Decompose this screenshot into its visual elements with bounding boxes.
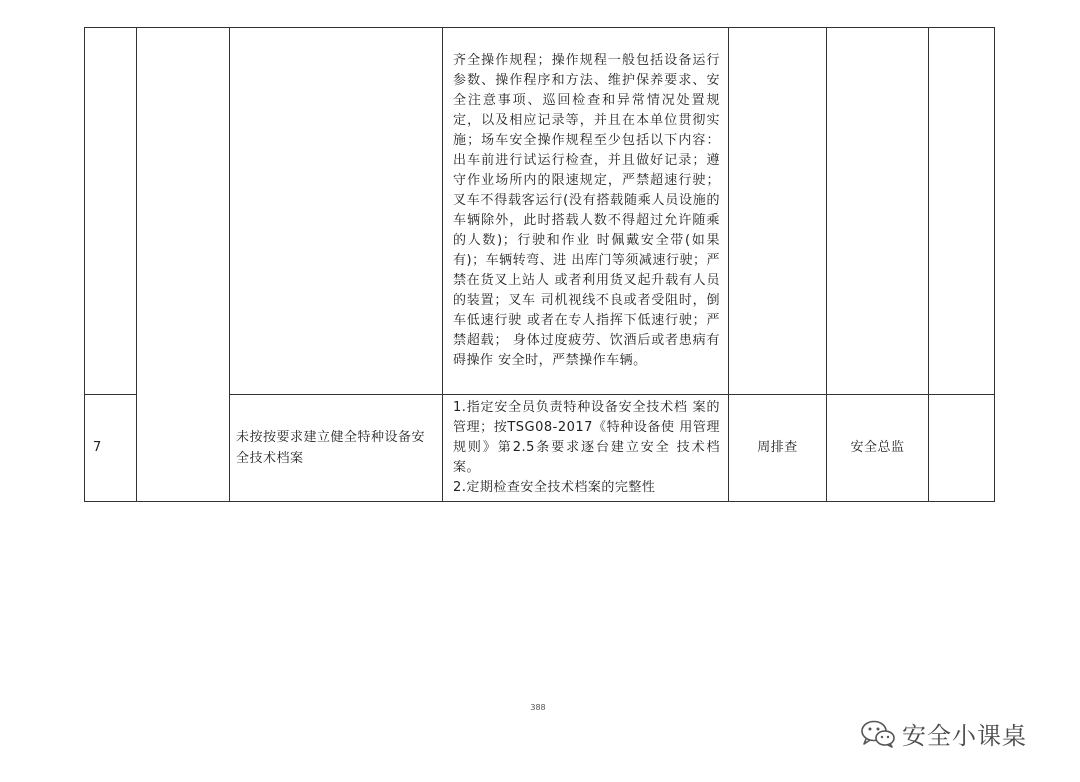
measures-paragraph: 齐全操作规程；操作规程一般包括设备运行参数、操作程序和方法、维护保养要求、安全注意事项、巡回检查和异常情况处置规定，以及相应记录等，并且在本单位贯彻实施；场车安全操作规程至少包括以下内容：出车前进行试运行检查，并且做好记录；遵守作业场所内的限速规定，严禁超速行驶；叉车不得载客运行(没有搭载随乘人员设施的车辆除外，此时搭载人数不得超过允许随乘的人数)；行驶和作业 时佩戴安全带(如果有)；车辆转弯、进 出库门等须减速行驶；严禁在货叉上站人 或者利用货叉起升载有人员的装置；叉车 司机视线不良或者受阻时，倒车低速行驶 或者在专人指挥下低速行驶；严禁超载； 身体过度疲劳、饮酒后或者患病有碍操作 安全时，严禁操作车辆。 xyxy=(453,53,720,368)
measures-paragraph: 1.指定安全员负责特种设备安全技术档 案的管理；按TSG08-2017《特种设备使 用管理规则》第2.5条要求逐台建立安全 技术档案。 xyxy=(453,400,720,475)
page-number: 388 xyxy=(530,703,546,712)
measures-text xyxy=(443,48,728,374)
document-table-container xyxy=(84,27,994,502)
wechat-icon xyxy=(860,719,896,749)
responsible-cell xyxy=(827,28,929,395)
watermark xyxy=(860,716,1027,751)
measures-cell xyxy=(443,395,729,502)
hazard-cell: 未按按要求建立健全特种设备安全技术档案 xyxy=(230,395,443,502)
category-cell xyxy=(137,28,230,502)
table-row xyxy=(85,28,995,395)
row-number-cell: 7 xyxy=(85,395,137,502)
row-number-cell xyxy=(85,28,137,395)
frequency-cell: 周排查 xyxy=(729,395,827,502)
remark-cell xyxy=(929,28,995,395)
measures-text xyxy=(443,395,728,501)
safety-hazard-table xyxy=(84,27,995,502)
frequency-cell xyxy=(729,28,827,395)
hazard-cell xyxy=(230,28,443,395)
remark-cell xyxy=(929,395,995,502)
measures-paragraph: 2.定期检查安全技术档案的完整性 xyxy=(453,480,656,495)
measures-cell xyxy=(443,28,729,395)
watermark-text: 安全小课桌 xyxy=(902,722,1027,750)
responsible-cell: 安全总监 xyxy=(827,395,929,502)
